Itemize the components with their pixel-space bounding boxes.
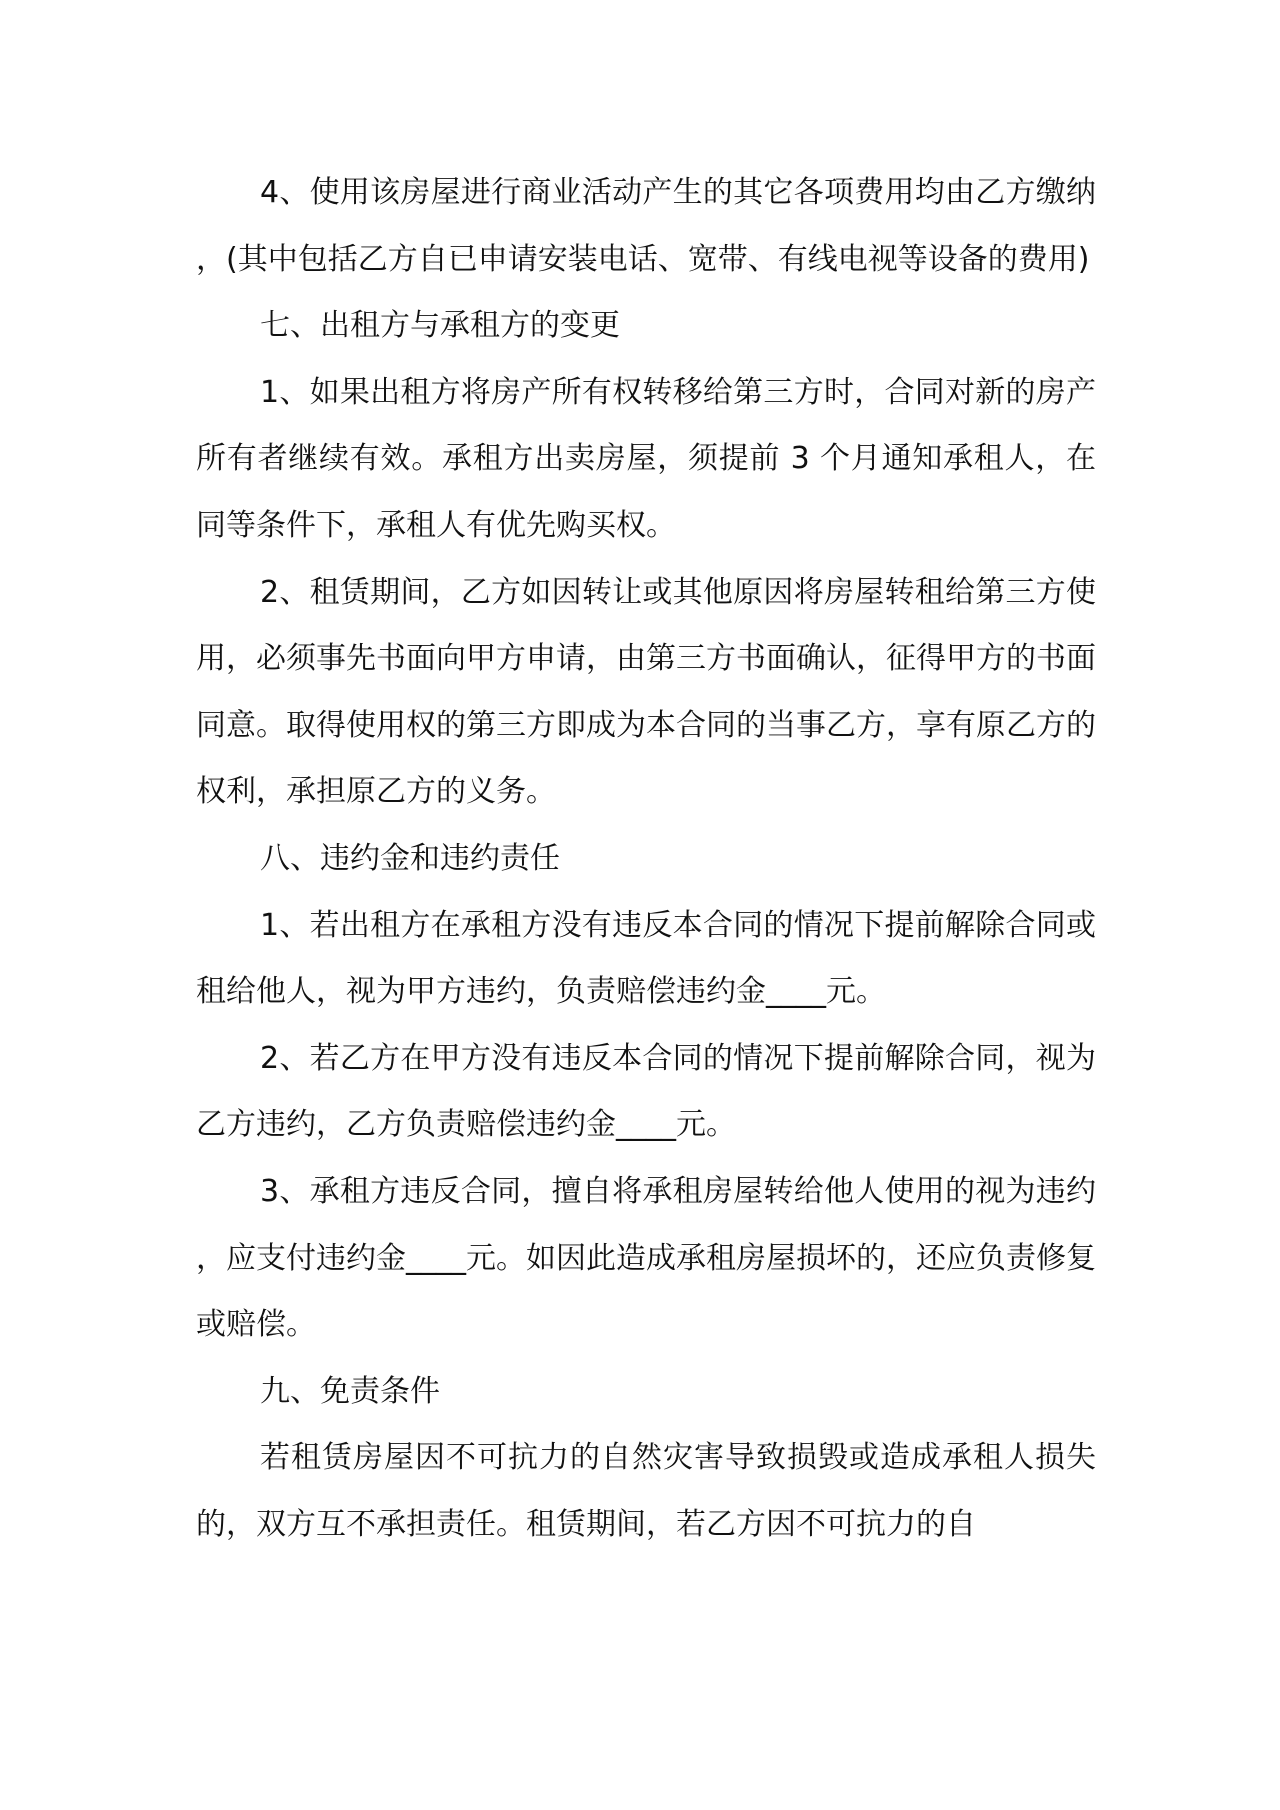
- document-body: [196, 160, 1096, 1558]
- clause-9-force-majeure: 若租赁房屋因不可抗力的自然灾害导致损毁或造成承租人损失的，双方互不承担责任。租赁期间，若乙方因不可抗力的自: [196, 1440, 1096, 1542]
- clause-8-3-unauthorized-transfer: 3、承租方违反合同，擅自将承租房屋转给他人使用的视为违约，应支付违约金____元。如因此造成承租房屋损坏的，还应负责修复或赔偿。: [196, 1173, 1096, 1343]
- clause-8-1-lessor-breach: 1、若出租方在承租方没有违反本合同的情况下提前解除合同或租给他人，视为甲方违约，负责赔偿违约金____元。: [196, 907, 1096, 1010]
- clause-7-1-ownership-transfer: 1、如果出租方将房产所有权转移给第三方时，合同对新的房产所有者继续有效。承租方出卖房屋，须提前 3 个月通知承租人，在同等条件下，承租人有优先购买权。: [196, 374, 1096, 543]
- clause-8-2-lessee-breach: 2、若乙方在甲方没有违反本合同的情况下提前解除合同，视为乙方违约，乙方负责赔偿违约金____元。: [196, 1040, 1096, 1143]
- clause-7-2-sublease: 2、租赁期间，乙方如因转让或其他原因将房屋转租给第三方使用，必须事先书面向甲方申请，由第三方书面确认，征得甲方的书面同意。取得使用权的第三方即成为本合同的当事乙方，享有原乙方的权利，承担原乙方的义务。: [196, 574, 1096, 810]
- section-7-heading: 七、出租方与承租方的变更: [260, 308, 620, 344]
- clause-4-fees: 4、使用该房屋进行商业活动产生的其它各项费用均由乙方缴纳，(其中包括乙方自已申请安装电话、宽带、有线电视等设备的费用): [196, 175, 1096, 277]
- section-9-heading: 九、免责条件: [260, 1373, 440, 1409]
- section-8-heading: 八、违约金和违约责任: [260, 840, 560, 876]
